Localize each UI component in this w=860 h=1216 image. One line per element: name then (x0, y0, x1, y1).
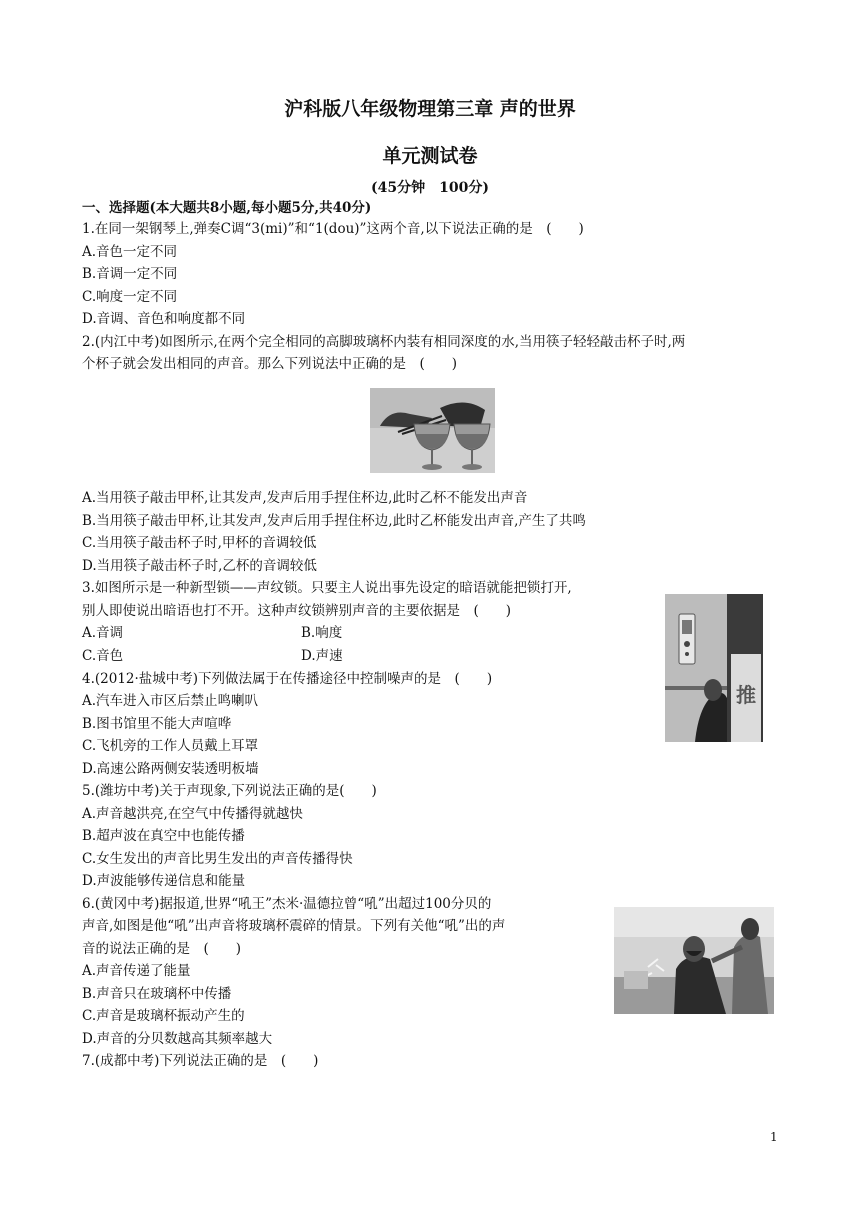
document-title: 沪科版八年级物理第三章 声的世界 (284, 98, 576, 120)
question-4-stem: 4.(2012·盐城中考)下列做法属于在传播途径中控制噪声的是 ( ) (82, 671, 493, 687)
question-2-option-c: C.当用筷子敲击杯子时,甲杯的音调较低 (82, 535, 317, 551)
question-5-option-a: A.声音越洪亮,在空气中传播得就越快 (82, 806, 303, 822)
question-6-option-d: D.声音的分贝数越高其频率越大 (82, 1031, 273, 1047)
question-3-options-row-1 (82, 623, 502, 643)
question-2-option-d: D.当用筷子敲击杯子时,乙杯的音调较低 (82, 558, 317, 574)
question-2-option-a: A.当用筷子敲击甲杯,让其发声,发声后用手捏住杯边,此时乙杯不能发出声音 (82, 490, 528, 506)
exam-duration-score: (45分钟 100分) (371, 180, 489, 196)
question-1-option-d: D.音调、音色和响度都不同 (82, 311, 246, 327)
question-5-option-d: D.声波能够传递信息和能量 (82, 873, 246, 889)
question-6-option-c: C.声音是玻璃杯振动产生的 (82, 1008, 245, 1024)
question-6-option-b: B.声音只在玻璃杯中传播 (82, 986, 232, 1002)
question-3-stem-line-2: 别人即使说出暗语也打不开。这种声纹锁辨别声音的主要依据是 ( ) (82, 603, 512, 619)
wine-glasses-photo (370, 388, 495, 473)
question-2-stem-line-2: 个杯子就会发出相同的声音。那么下列说法中正确的是 ( ) (82, 356, 458, 372)
question-4-option-c: C.飞机旁的工作人员戴上耳罩 (82, 738, 259, 754)
question-4-option-a: A.汽车进入市区后禁止鸣喇叭 (82, 693, 259, 709)
question-3-option-c: C.音色 (82, 648, 124, 664)
question-2-stem-line-1: 2.(内江中考)如图所示,在两个完全相同的高脚玻璃杯内装有相同深度的水,当用筷子轻轻敲击杯子时,两 (82, 334, 686, 350)
question-1-stem: 1.在同一架钢琴上,弹奏C调“3(mi)”和“1(dou)”这两个音,以下说法正确的是 ( ) (82, 221, 584, 237)
question-2-option-b: B.当用筷子敲击甲杯,让其发声,发声后用手捏住杯边,此时乙杯能发出声音,产生了共鸣 (82, 513, 586, 529)
question-1-option-c: C.响度一定不同 (82, 289, 178, 305)
question-5-stem: 5.(潍坊中考)关于声现象,下列说法正确的是( ) (82, 783, 377, 799)
document-subtitle: 单元测试卷 (382, 145, 478, 167)
question-3-stem-line-1: 3.如图所示是一种新型锁——声纹锁。只要主人说出事先设定的暗语就能把锁打开, (82, 580, 572, 596)
question-3-option-b: B.响度 (301, 625, 343, 641)
section-heading: 一、选择题(本大题共8小题,每小题5分,共40分) (82, 200, 372, 216)
page-number: 1 (770, 1130, 778, 1144)
question-3-options-row-2 (82, 646, 502, 666)
question-1-option-b: B.音调一定不同 (82, 266, 178, 282)
question-6-stem-line-2: 声音,如图是他“吼”出声音将玻璃杯震碎的情景。下列有关他“吼”出的声 (82, 918, 506, 934)
question-5-option-c: C.女生发出的声音比男生发出的声音传播得快 (82, 851, 353, 867)
question-7-stem: 7.(成都中考)下列说法正确的是 ( ) (82, 1053, 319, 1069)
question-5-option-b: B.超声波在真空中也能传播 (82, 828, 245, 844)
door-push-sign: 推 (736, 683, 756, 707)
question-4-option-b: B.图书馆里不能大声喧哗 (82, 716, 232, 732)
question-3-option-a: A.音调 (82, 625, 124, 641)
question-4-option-d: D.高速公路两侧安装透明板墙 (82, 761, 259, 777)
question-6-stem-line-3: 音的说法正确的是 ( ) (82, 941, 242, 957)
question-3-option-d: D.声速 (301, 648, 343, 664)
question-6-option-a: A.声音传递了能量 (82, 963, 191, 979)
glass-shattering-photo (614, 907, 774, 1014)
question-1-option-a: A.音色一定不同 (82, 244, 178, 260)
question-6-stem-line-1: 6.(黄冈中考)据报道,世界“吼王”杰米·温德拉曾“吼”出超过100分贝的 (82, 896, 492, 912)
voiceprint-lock-photo (665, 594, 763, 742)
